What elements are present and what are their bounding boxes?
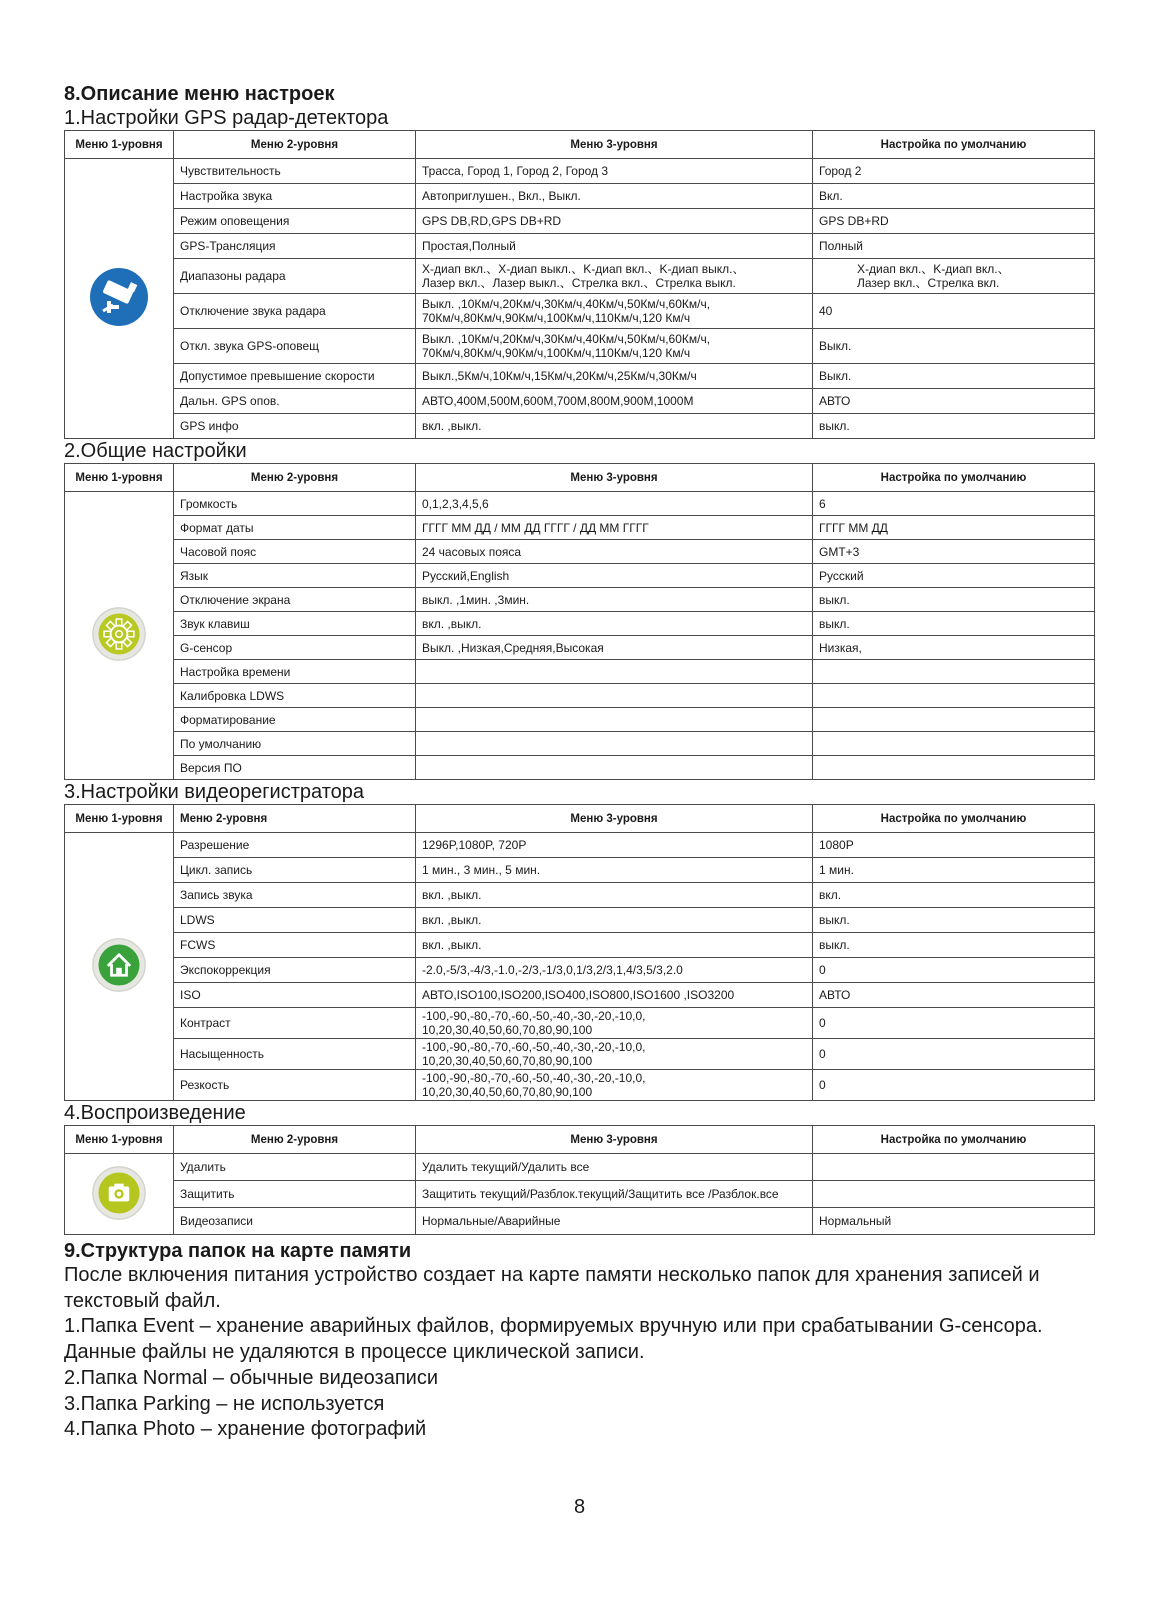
table-row xyxy=(65,708,1095,732)
menu3-cell: Автоприглушен., Вкл., Выкл. xyxy=(416,184,813,209)
playback-table-body xyxy=(65,1154,1095,1235)
menu3-cell: Выкл. ,Низкая,Средняя,Высокая xyxy=(416,636,813,660)
default-cell: 0 xyxy=(813,958,1095,983)
menu1-icon-cell xyxy=(65,833,174,1101)
default-cell: 1 мин. xyxy=(813,858,1095,883)
gps-section-title: 1.Настройки GPS радар-детектора xyxy=(64,107,389,129)
menu2-cell: Чувствительность xyxy=(174,159,416,184)
default-cell xyxy=(813,1181,1095,1208)
table-row xyxy=(65,1208,1095,1235)
menu3-cell: Нормальные/Аварийные xyxy=(416,1208,813,1235)
default-cell: АВТО xyxy=(813,389,1095,414)
menu3-cell: Простая,Полный xyxy=(416,234,813,259)
menu3-cell: Трасса, Город 1, Город 2, Город 3 xyxy=(416,159,813,184)
menu2-cell: G-сенсор xyxy=(174,636,416,660)
default-cell: Русский xyxy=(813,564,1095,588)
default-cell: выкл. xyxy=(813,933,1095,958)
menu3-cell xyxy=(416,684,813,708)
default-cell xyxy=(813,660,1095,684)
table-row xyxy=(65,756,1095,780)
menu3-cell: Выкл. ,10Км/ч,20Км/ч,30Км/ч,40Км/ч,50Км/ч,60Км/ч, 70Км/ч,80Км/ч,90Км/ч,100Км/ч,110Км/ч,120 Км/ч xyxy=(416,329,813,364)
menu1-icon-cell xyxy=(65,1154,174,1235)
default-cell: 0 xyxy=(813,1039,1095,1070)
menu3-cell: выкл. ,1мин. ,3мин. xyxy=(416,588,813,612)
menu2-cell: FCWS xyxy=(174,933,416,958)
table-row xyxy=(65,908,1095,933)
table-row xyxy=(65,259,1095,294)
menu3-cell: вкл. ,выкл. xyxy=(416,908,813,933)
table-row xyxy=(65,294,1095,329)
header-menu1: Меню 1-уровня xyxy=(65,805,174,833)
playback-section-title: 4.Воспроизведение xyxy=(64,1102,246,1124)
default-cell: выкл. xyxy=(813,908,1095,933)
table-row xyxy=(65,612,1095,636)
default-cell: АВТО xyxy=(813,983,1095,1008)
menu3-cell: -100,-90,-80,-70,-60,-50,-40,-30,-20,-10,0, 10,20,30,40,50,60,70,80,90,100 xyxy=(416,1039,813,1070)
menu2-cell: Калибровка LDWS xyxy=(174,684,416,708)
table-row xyxy=(65,184,1095,209)
default-cell: 0 xyxy=(813,1070,1095,1101)
default-cell: Вкл. xyxy=(813,184,1095,209)
menu3-cell: вкл. ,выкл. xyxy=(416,933,813,958)
menu2-cell: Отключение экрана xyxy=(174,588,416,612)
default-cell xyxy=(813,1154,1095,1181)
default-cell: вкл. xyxy=(813,883,1095,908)
paragraph: 1.Папка Event – хранение аварийных файлов, формируемых вручную или при срабатывании G-сенсора. Данные файлы не удаляются в процессе циклической записи. xyxy=(64,1315,1043,1364)
default-cell: 1080P xyxy=(813,833,1095,858)
menu2-cell: Формат даты xyxy=(174,516,416,540)
default-cell xyxy=(813,756,1095,780)
menu3-cell: -100,-90,-80,-70,-60,-50,-40,-30,-20,-10,0, 10,20,30,40,50,60,70,80,90,100 xyxy=(416,1070,813,1101)
table-row xyxy=(65,732,1095,756)
table-row xyxy=(65,958,1095,983)
page-number: 8 xyxy=(573,1496,586,1518)
table-row xyxy=(65,983,1095,1008)
table-row xyxy=(65,684,1095,708)
menu2-cell: GPS-Трансляция xyxy=(174,234,416,259)
menu1-icon-cell xyxy=(65,159,174,439)
header-default: Настройка по умолчанию xyxy=(813,131,1095,159)
menu2-cell: Допустимое превышение скорости xyxy=(174,364,416,389)
default-cell: Выкл. xyxy=(813,364,1095,389)
menu2-cell: Режим оповещения xyxy=(174,209,416,234)
page xyxy=(64,82,1094,1443)
section-9-body xyxy=(64,1263,1094,1443)
default-cell: Город 2 xyxy=(813,159,1095,184)
menu2-cell: Часовой пояс xyxy=(174,540,416,564)
menu2-cell: Разрешение xyxy=(174,833,416,858)
menu2-cell: По умолчанию xyxy=(174,732,416,756)
dvr-section-title: 3.Настройки видеорегистратора xyxy=(64,781,364,803)
default-cell: выкл. xyxy=(813,414,1095,439)
general-section-title: 2.Общие настройки xyxy=(64,440,247,462)
table-row xyxy=(65,1039,1095,1070)
menu3-cell: 24 часовых пояса xyxy=(416,540,813,564)
radar-camera-icon xyxy=(89,267,149,330)
menu3-cell: Русский,English xyxy=(416,564,813,588)
menu2-cell: Контраст xyxy=(174,1008,416,1039)
menu3-cell: Удалить текущий/Удалить все xyxy=(416,1154,813,1181)
menu2-cell: GPS инфо xyxy=(174,414,416,439)
menu3-cell: АВТО,ISO100,ISO200,ISO400,ISO800,ISO1600 ,ISO3200 xyxy=(416,983,813,1008)
menu2-cell: Резкость xyxy=(174,1070,416,1101)
section-9-title: 9.Структура папок на карте памяти xyxy=(64,1240,412,1262)
table-row xyxy=(65,833,1095,858)
menu3-cell: GPS DB,RD,GPS DB+RD xyxy=(416,209,813,234)
menu2-cell: Видеозаписи xyxy=(174,1208,416,1235)
default-cell: выкл. xyxy=(813,588,1095,612)
menu3-cell: Выкл.,5Км/ч,10Км/ч,15Км/ч,20Км/ч,25Км/ч,30Км/ч xyxy=(416,364,813,389)
menu2-cell: Настройка времени xyxy=(174,660,416,684)
menu3-cell xyxy=(416,756,813,780)
default-cell: ГГГГ ММ ДД xyxy=(813,516,1095,540)
menu2-cell: Громкость xyxy=(174,492,416,516)
menu3-cell xyxy=(416,660,813,684)
menu2-cell: Защитить xyxy=(174,1181,416,1208)
header-menu3: Меню 3-уровня xyxy=(416,464,813,492)
table-row xyxy=(65,329,1095,364)
menu2-cell: ISO xyxy=(174,983,416,1008)
default-cell: GPS DB+RD xyxy=(813,209,1095,234)
table-row xyxy=(65,159,1095,184)
header-menu1: Меню 1-уровня xyxy=(65,1126,174,1154)
menu2-cell: Дальн. GPS опов. xyxy=(174,389,416,414)
table-row xyxy=(65,933,1095,958)
menu3-cell: 0,1,2,3,4,5,6 xyxy=(416,492,813,516)
menu2-cell: Экспокоррекция xyxy=(174,958,416,983)
menu2-cell: Удалить xyxy=(174,1154,416,1181)
header-menu2: Меню 2-уровня xyxy=(174,131,416,159)
menu2-cell: Цикл. запись xyxy=(174,858,416,883)
default-cell: GMT+3 xyxy=(813,540,1095,564)
menu3-cell xyxy=(416,732,813,756)
default-cell: 0 xyxy=(813,1008,1095,1039)
table-row xyxy=(65,234,1095,259)
menu2-cell: Язык xyxy=(174,564,416,588)
table-row xyxy=(65,1154,1095,1181)
menu3-cell: X-диап вкл.、X-диап выкл.、K-диап вкл.、K-диап выкл.、 Лазер вкл.、Лазер выкл.、Стрелка вкл.、Стрелка выкл. xyxy=(416,259,813,294)
default-cell: 6 xyxy=(813,492,1095,516)
paragraph: 3.Папка Parking – не используется xyxy=(64,1392,385,1415)
menu2-cell: Насыщенность xyxy=(174,1039,416,1070)
default-cell: 40 xyxy=(813,294,1095,329)
gps-table-body xyxy=(65,159,1095,439)
section-8-title: 8.Описание меню настроек xyxy=(64,83,335,105)
menu3-cell: вкл. ,выкл. xyxy=(416,414,813,439)
table-row xyxy=(65,492,1095,516)
menu3-cell: 1296P,1080P, 720P xyxy=(416,833,813,858)
table-row xyxy=(65,588,1095,612)
header-menu2: Меню 2-уровня xyxy=(174,464,416,492)
table-row xyxy=(65,858,1095,883)
menu2-cell: Откл. звука GPS-оповещ xyxy=(174,329,416,364)
header-menu3: Меню 3-уровня xyxy=(416,805,813,833)
table-row xyxy=(65,389,1095,414)
menu3-cell: 1 мин., 3 мин., 5 мин. xyxy=(416,858,813,883)
header-menu2: Меню 2-уровня xyxy=(174,1126,416,1154)
table-row xyxy=(65,564,1095,588)
menu2-cell: Форматирование xyxy=(174,708,416,732)
dvr-table-body xyxy=(65,833,1095,1101)
menu2-cell: Настройка звука xyxy=(174,184,416,209)
home-icon xyxy=(91,937,147,996)
menu2-cell: Диапазоны радара xyxy=(174,259,416,294)
header-menu2: Меню 2-уровня xyxy=(174,805,416,833)
menu2-cell: Звук клавиш xyxy=(174,612,416,636)
paragraph: После включения питания устройство создает на карте памяти несколько папок для хранения записей и текстовый файл. xyxy=(64,1264,1040,1312)
default-cell: выкл. xyxy=(813,612,1095,636)
menu2-cell: Версия ПО xyxy=(174,756,416,780)
header-menu3: Меню 3-уровня xyxy=(416,131,813,159)
camera-icon xyxy=(91,1165,147,1224)
default-cell: Полный xyxy=(813,234,1095,259)
paragraph: 4.Папка Photo – хранение фотографий xyxy=(64,1418,427,1441)
header-default: Настройка по умолчанию xyxy=(813,1126,1095,1154)
playback-settings-table xyxy=(64,1125,1095,1235)
menu2-cell: Отключение звука радара xyxy=(174,294,416,329)
default-cell: Нормальный xyxy=(813,1208,1095,1235)
menu3-cell: Защитить текущий/Разблок.текущий/Защитить все /Разблок.все xyxy=(416,1181,813,1208)
header-default: Настройка по умолчанию xyxy=(813,464,1095,492)
general-settings-table xyxy=(64,463,1095,780)
header-menu1: Меню 1-уровня xyxy=(65,131,174,159)
table-row xyxy=(65,883,1095,908)
default-cell: Низкая, xyxy=(813,636,1095,660)
default-cell xyxy=(813,684,1095,708)
header-menu3: Меню 3-уровня xyxy=(416,1126,813,1154)
gear-icon xyxy=(91,606,147,665)
menu3-cell: -100,-90,-80,-70,-60,-50,-40,-30,-20,-10,0, 10,20,30,40,50,60,70,80,90,100 xyxy=(416,1008,813,1039)
menu1-icon-cell xyxy=(65,492,174,780)
menu3-cell: Выкл. ,10Км/ч,20Км/ч,30Км/ч,40Км/ч,50Км/ч,60Км/ч, 70Км/ч,80Км/ч,90Км/ч,100Км/ч,110Км/ч,120 Км/ч xyxy=(416,294,813,329)
table-row xyxy=(65,540,1095,564)
default-cell xyxy=(813,708,1095,732)
gps-settings-table xyxy=(64,130,1095,439)
table-row xyxy=(65,1008,1095,1039)
table-row xyxy=(65,364,1095,389)
header-menu1: Меню 1-уровня xyxy=(65,464,174,492)
paragraph: 2.Папка Normal – обычные видеозаписи xyxy=(64,1366,438,1389)
table-row xyxy=(65,636,1095,660)
menu3-cell: ГГГГ ММ ДД / ММ ДД ГГГГ / ДД ММ ГГГГ xyxy=(416,516,813,540)
menu3-cell: АВТО,400M,500M,600M,700M,800M,900M,1000M xyxy=(416,389,813,414)
table-row xyxy=(65,1181,1095,1208)
default-cell: X-диап вкл.、K-диап вкл.、 Лазер вкл.、Стрелка вкл. xyxy=(813,259,1095,294)
table-row xyxy=(65,660,1095,684)
table-row xyxy=(65,1070,1095,1101)
menu3-cell xyxy=(416,708,813,732)
menu2-cell: Запись звука xyxy=(174,883,416,908)
table-row xyxy=(65,209,1095,234)
table-row xyxy=(65,516,1095,540)
default-cell: Выкл. xyxy=(813,329,1095,364)
dvr-settings-table xyxy=(64,804,1095,1101)
default-cell xyxy=(813,732,1095,756)
menu2-cell: LDWS xyxy=(174,908,416,933)
menu3-cell: -2.0,-5/3,-4/3,-1.0,-2/3,-1/3,0,1/3,2/3,1,4/3,5/3,2.0 xyxy=(416,958,813,983)
menu3-cell: вкл. ,выкл. xyxy=(416,883,813,908)
general-table-body xyxy=(65,492,1095,780)
header-default: Настройка по умолчанию xyxy=(813,805,1095,833)
table-row xyxy=(65,414,1095,439)
menu3-cell: вкл. ,выкл. xyxy=(416,612,813,636)
